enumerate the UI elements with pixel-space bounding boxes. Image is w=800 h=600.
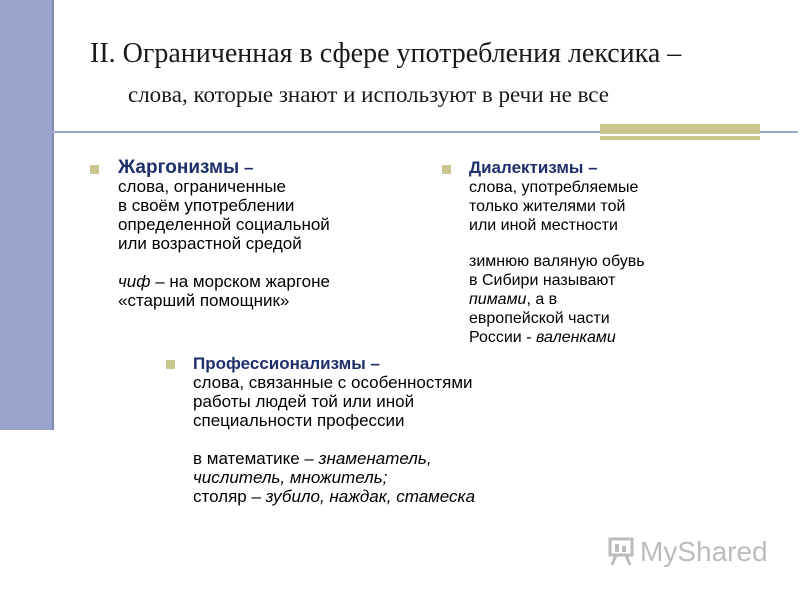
olive-decor-bar [600, 124, 760, 140]
prof-example-1-italic: знаменатель, [318, 449, 432, 468]
bullet-jargon [90, 165, 99, 174]
prof-heading: Профессионализмы – [193, 354, 380, 373]
dialect-example-pimy: пимами [469, 291, 527, 308]
prof-line-3: специальности профессии [193, 411, 405, 430]
bullet-prof [166, 360, 175, 369]
jargon-line-3: определенной социальной [118, 215, 330, 234]
jargon-line-2: в своём употреблении [118, 196, 295, 215]
dialect-line-1: слова, употребляемые [469, 179, 639, 196]
jargon-example-line2: «старший помощник» [118, 291, 290, 310]
dialect-example-4: европейской части [469, 310, 610, 327]
dialect-block [469, 158, 645, 347]
dialect-example-5-plain: России - [469, 329, 536, 346]
prof-example-1-plain: в математике – [193, 449, 319, 468]
presentation-board-icon [608, 537, 634, 567]
jargon-heading-dash: – [239, 158, 254, 177]
myshared-logo [608, 536, 768, 568]
dialect-line-3: или иной местности [469, 217, 618, 234]
prof-example-3-italic: зубило, наждак, стамеска [265, 487, 476, 506]
jargon-heading: Жаргонизмы [118, 157, 240, 178]
prof-line-1: слова, связанные с особенностями [193, 373, 473, 392]
dialect-example-1: зимнюю валяную обувь [469, 253, 645, 270]
prof-line-2: работы людей той или иной [193, 392, 415, 411]
dialect-line-2: только жителями той [469, 198, 626, 215]
dialect-example-2: в Сибири называют [469, 272, 616, 289]
dialect-example-3-rest: , а в [526, 291, 558, 308]
bullet-dialect [442, 165, 451, 174]
dialect-example-valenki: валенками [535, 329, 616, 346]
jargon-block [118, 158, 330, 310]
prof-example-3-plain: столяр – [193, 487, 266, 506]
jargon-line-1: слова, ограниченные [118, 177, 287, 196]
olive-decor-stripe [600, 134, 760, 136]
slide-title-line1: II. Ограниченная в сфере употребления лексика – [90, 38, 682, 69]
jargon-example-word: чиф [118, 272, 151, 291]
prof-block [193, 354, 475, 506]
jargon-example-rest: – на морском жаргоне [150, 272, 330, 291]
prof-example-2-italic: числитель, множитель; [193, 468, 388, 487]
dialect-heading: Диалектизмы – [469, 158, 598, 177]
jargon-line-4: или возрастной средой [118, 234, 302, 253]
left-decor-bar [0, 0, 52, 430]
slide-title-line2: слова, которые знают и используют в речи не все [128, 82, 609, 107]
logo-text: MyShared [640, 536, 768, 567]
